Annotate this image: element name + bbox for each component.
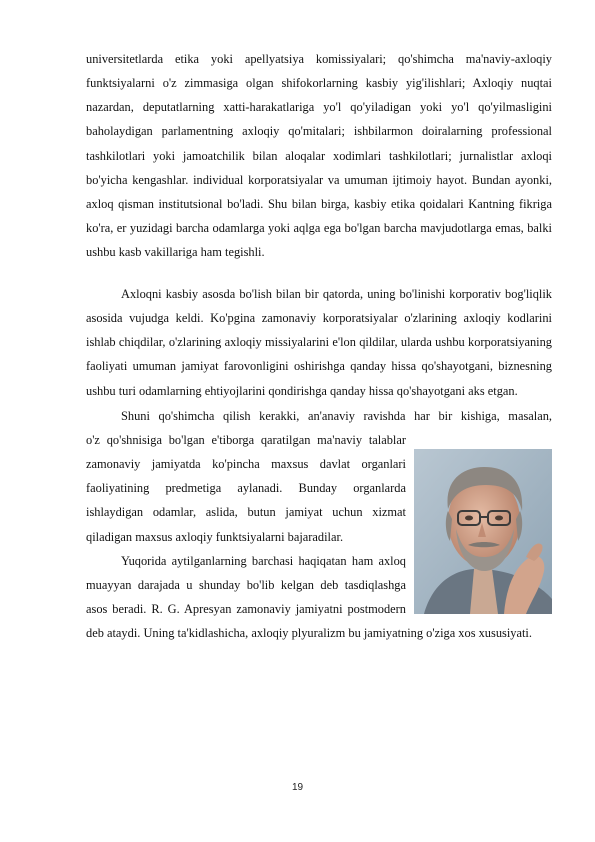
paragraph-3: Shuni qo'shimcha qilish kerakki, an'anaviy ravishda har bir kishiga, masalan, <box>121 409 552 423</box>
paragraph-4: Yuqorida aytilganlarning barchasi haqiqatan ham axloq muayyan darajada u shunday bo'lib kelgan deb tasdiqlashga asos beradi. R. G. Apresyan zamonaviy jamiyatni postmodern deb ataydi. Uning ta'kidlashicha, axloqiy plyuralizm bu jamiyatning o'ziga xos xususiyati. <box>86 553 532 641</box>
author-portrait-photo <box>414 449 552 614</box>
paragraph-1: universitetlarda etika yoki apellyatsiya komissiyalari; qo'shimcha ma'naviy-axloqiy funktsiyalarni o'z zimmasiga olgan shifokorlarning kasbiy yig'ilishlari; Axloqiy nuqtai nazardan, deputatlarning xatti-harakatlariga yo'l qo'yiladigan yoki yo'l qo'yilmasligini baholaydigan parlamentning axloqiy qo'mitalari; ishbilarmon doiralarning professional tashkilotlari yoki jamoatchilik bilan aloqalar xodimlari tashkilotlari; jurnalistlar axloqi bo'yicha kengashlar. individual korporatsiyalar va umuman ijtimoiy hayot. Bundan ayonki, axloq qisman institutsional bo'ladi. Shu bilan birga, kasbiy etika qoidalari Kantning fikriga ko'ra, er yuzidagi barcha odamlarga yoki aqlga ega bo'lgan barcha mavjudotlarga emas, balki ushbu kasb vakillariga ham tegishli. <box>86 52 552 260</box>
paragraph-2: Axloqni kasbiy asosda bo'lish bilan bir qatorda, uning bo'linishi korporativ bog'liqlik asosida vujudga keldi. Ko'pgina zamonaviy korporatsiyalar o'zlarining axloqiy kodlarini ishlab chiqdilar, o'zlarining axloqiy missiyalarini e'lon qildilar, ularda ushbu korporatsiyaning faoliyati umuman jamiyat farovonligini oshirishga qanday hissa qo'shayotgani, biznesning ushbu turi odamlarning ehtiyojlarini qondirishga qanday hissa qo'shayotgani aks etgan. <box>86 287 552 398</box>
paragraph-3-continuation: o'z qo'shnisiga bo'lgan e'tiborga qaratilgan ma'naviy talablar zamonaviy jamiyatda ko'pincha maxsus davlat organlari faoliyatining predmetiga aylanadi. Bunday organlarda ishlaydigan odamlar, aslida, butun jamiyat uchun xizmat qiladigan maxsus axloqiy funktsiyalarni bajaradilar. <box>86 433 406 544</box>
page-number: 19 <box>291 782 304 793</box>
wrapped-text-section <box>86 428 552 645</box>
